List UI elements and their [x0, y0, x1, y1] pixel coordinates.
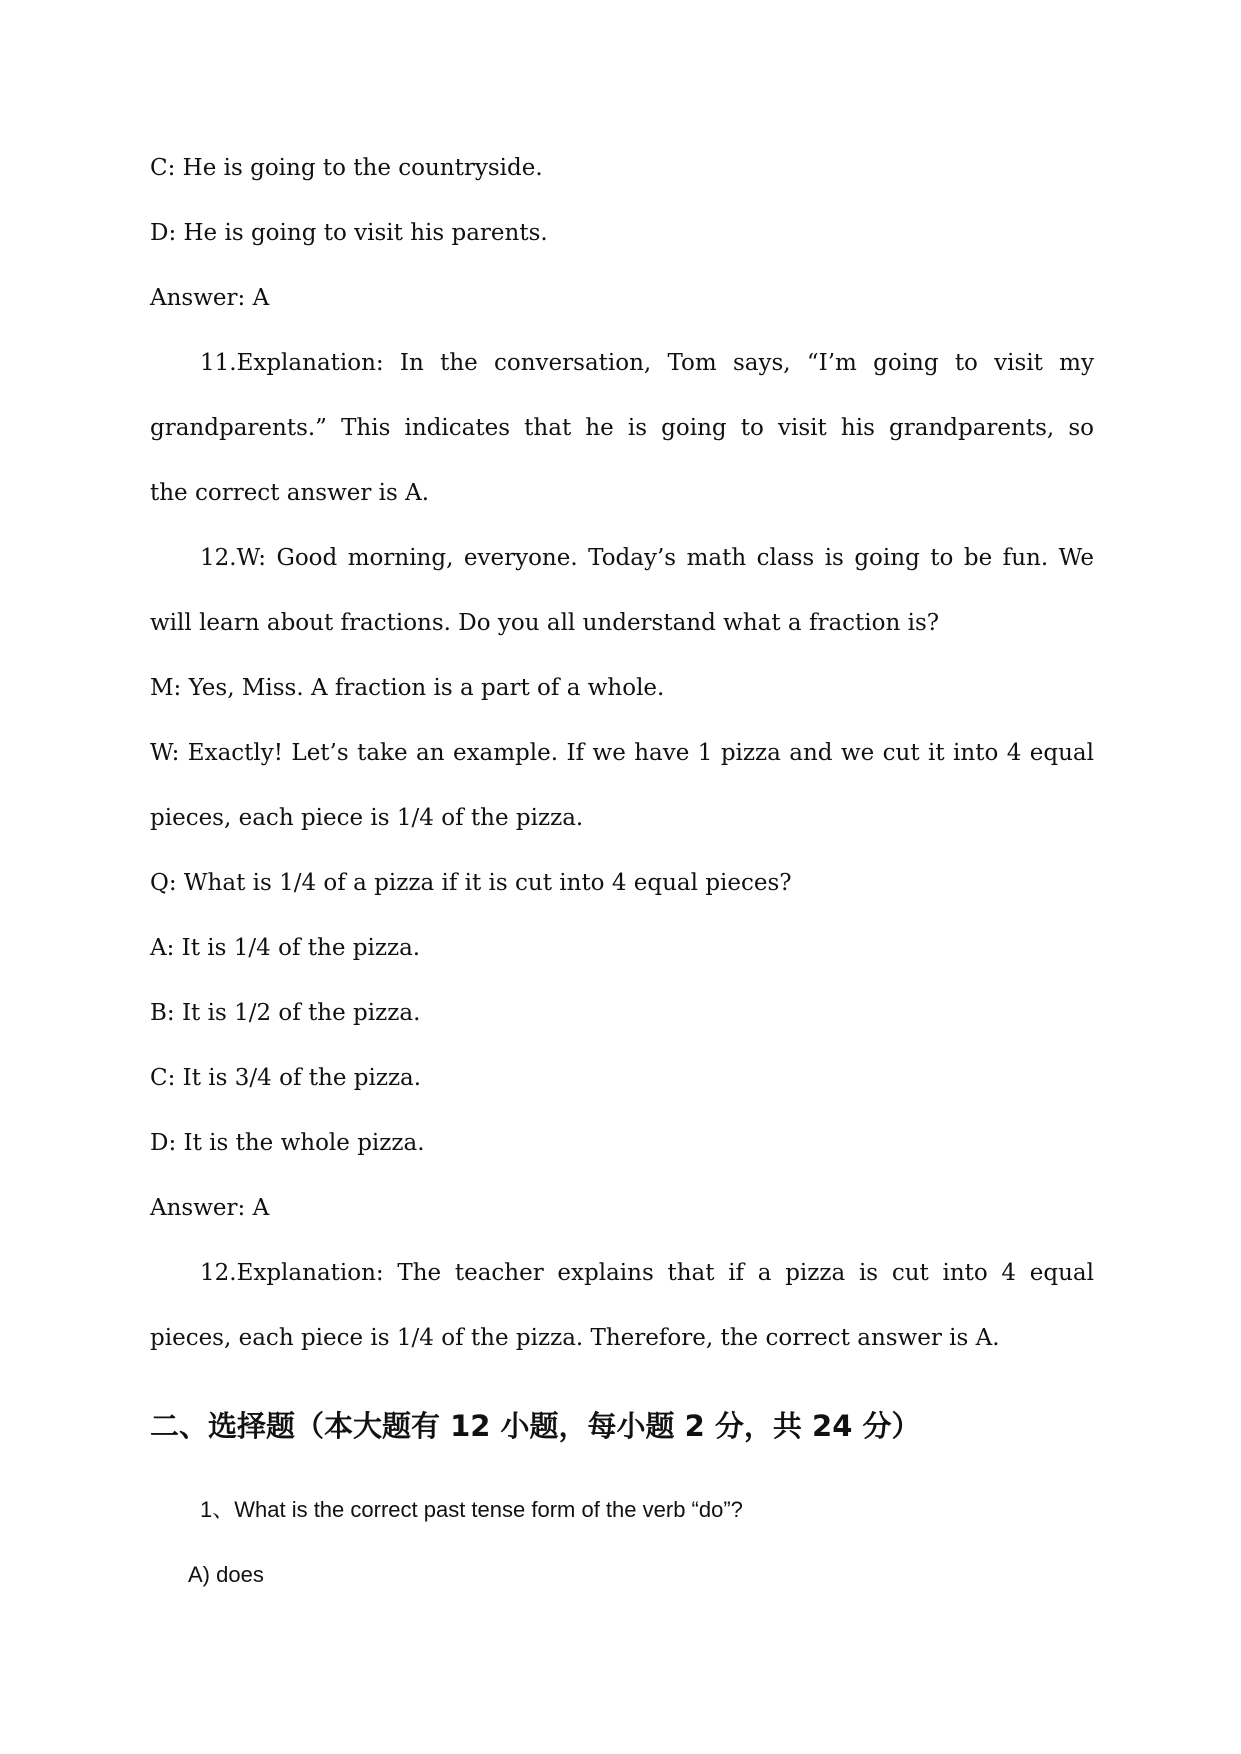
- text-line: D: He is going to visit his parents.: [150, 220, 548, 246]
- section-heading: 二、选择题（本大题有 12 小题，每小题 2 分，共 24 分）: [150, 1409, 921, 1443]
- text-line: pieces, each piece is 1/4 of the pizza.: [150, 805, 584, 831]
- text-line: the correct answer is A.: [150, 480, 430, 506]
- text-line: B: It is 1/2 of the pizza.: [150, 1000, 421, 1026]
- text-line: 11.Explanation: In the conversation, Tom says, “I’m going to visit my: [200, 350, 1094, 376]
- text-line: C: It is 3/4 of the pizza.: [150, 1065, 422, 1091]
- text-line: Answer: A: [150, 1195, 270, 1221]
- text-line: grandparents.” This indicates that he is going to visit his grandparents, so: [150, 415, 1094, 441]
- text-line: W: Exactly! Let’s take an example. If we have 1 pizza and we cut it into 4 equal: [150, 740, 1094, 766]
- text-line: C: He is going to the countryside.: [150, 155, 543, 181]
- text-line: M: Yes, Miss. A fraction is a part of a whole.: [150, 675, 665, 701]
- text-line: pieces, each piece is 1/4 of the pizza. Therefore, the correct answer is A.: [150, 1325, 1000, 1351]
- text-line: 12.W: Good morning, everyone. Today’s math class is going to be fun. We: [200, 545, 1094, 571]
- text-line: A: It is 1/4 of the pizza.: [150, 935, 421, 961]
- question-text: 1、What is the correct past tense form of the verb “do”?: [200, 1497, 743, 1522]
- text-line: Q: What is 1/4 of a pizza if it is cut into 4 equal pieces?: [150, 870, 792, 896]
- text-line: will learn about fractions. Do you all understand what a fraction is?: [150, 610, 940, 636]
- text-line: D: It is the whole pizza.: [150, 1130, 425, 1156]
- option-a: A) does: [188, 1562, 264, 1587]
- text-line: 12.Explanation: The teacher explains that if a pizza is cut into 4 equal: [200, 1260, 1094, 1286]
- text-line: Answer: A: [150, 285, 270, 311]
